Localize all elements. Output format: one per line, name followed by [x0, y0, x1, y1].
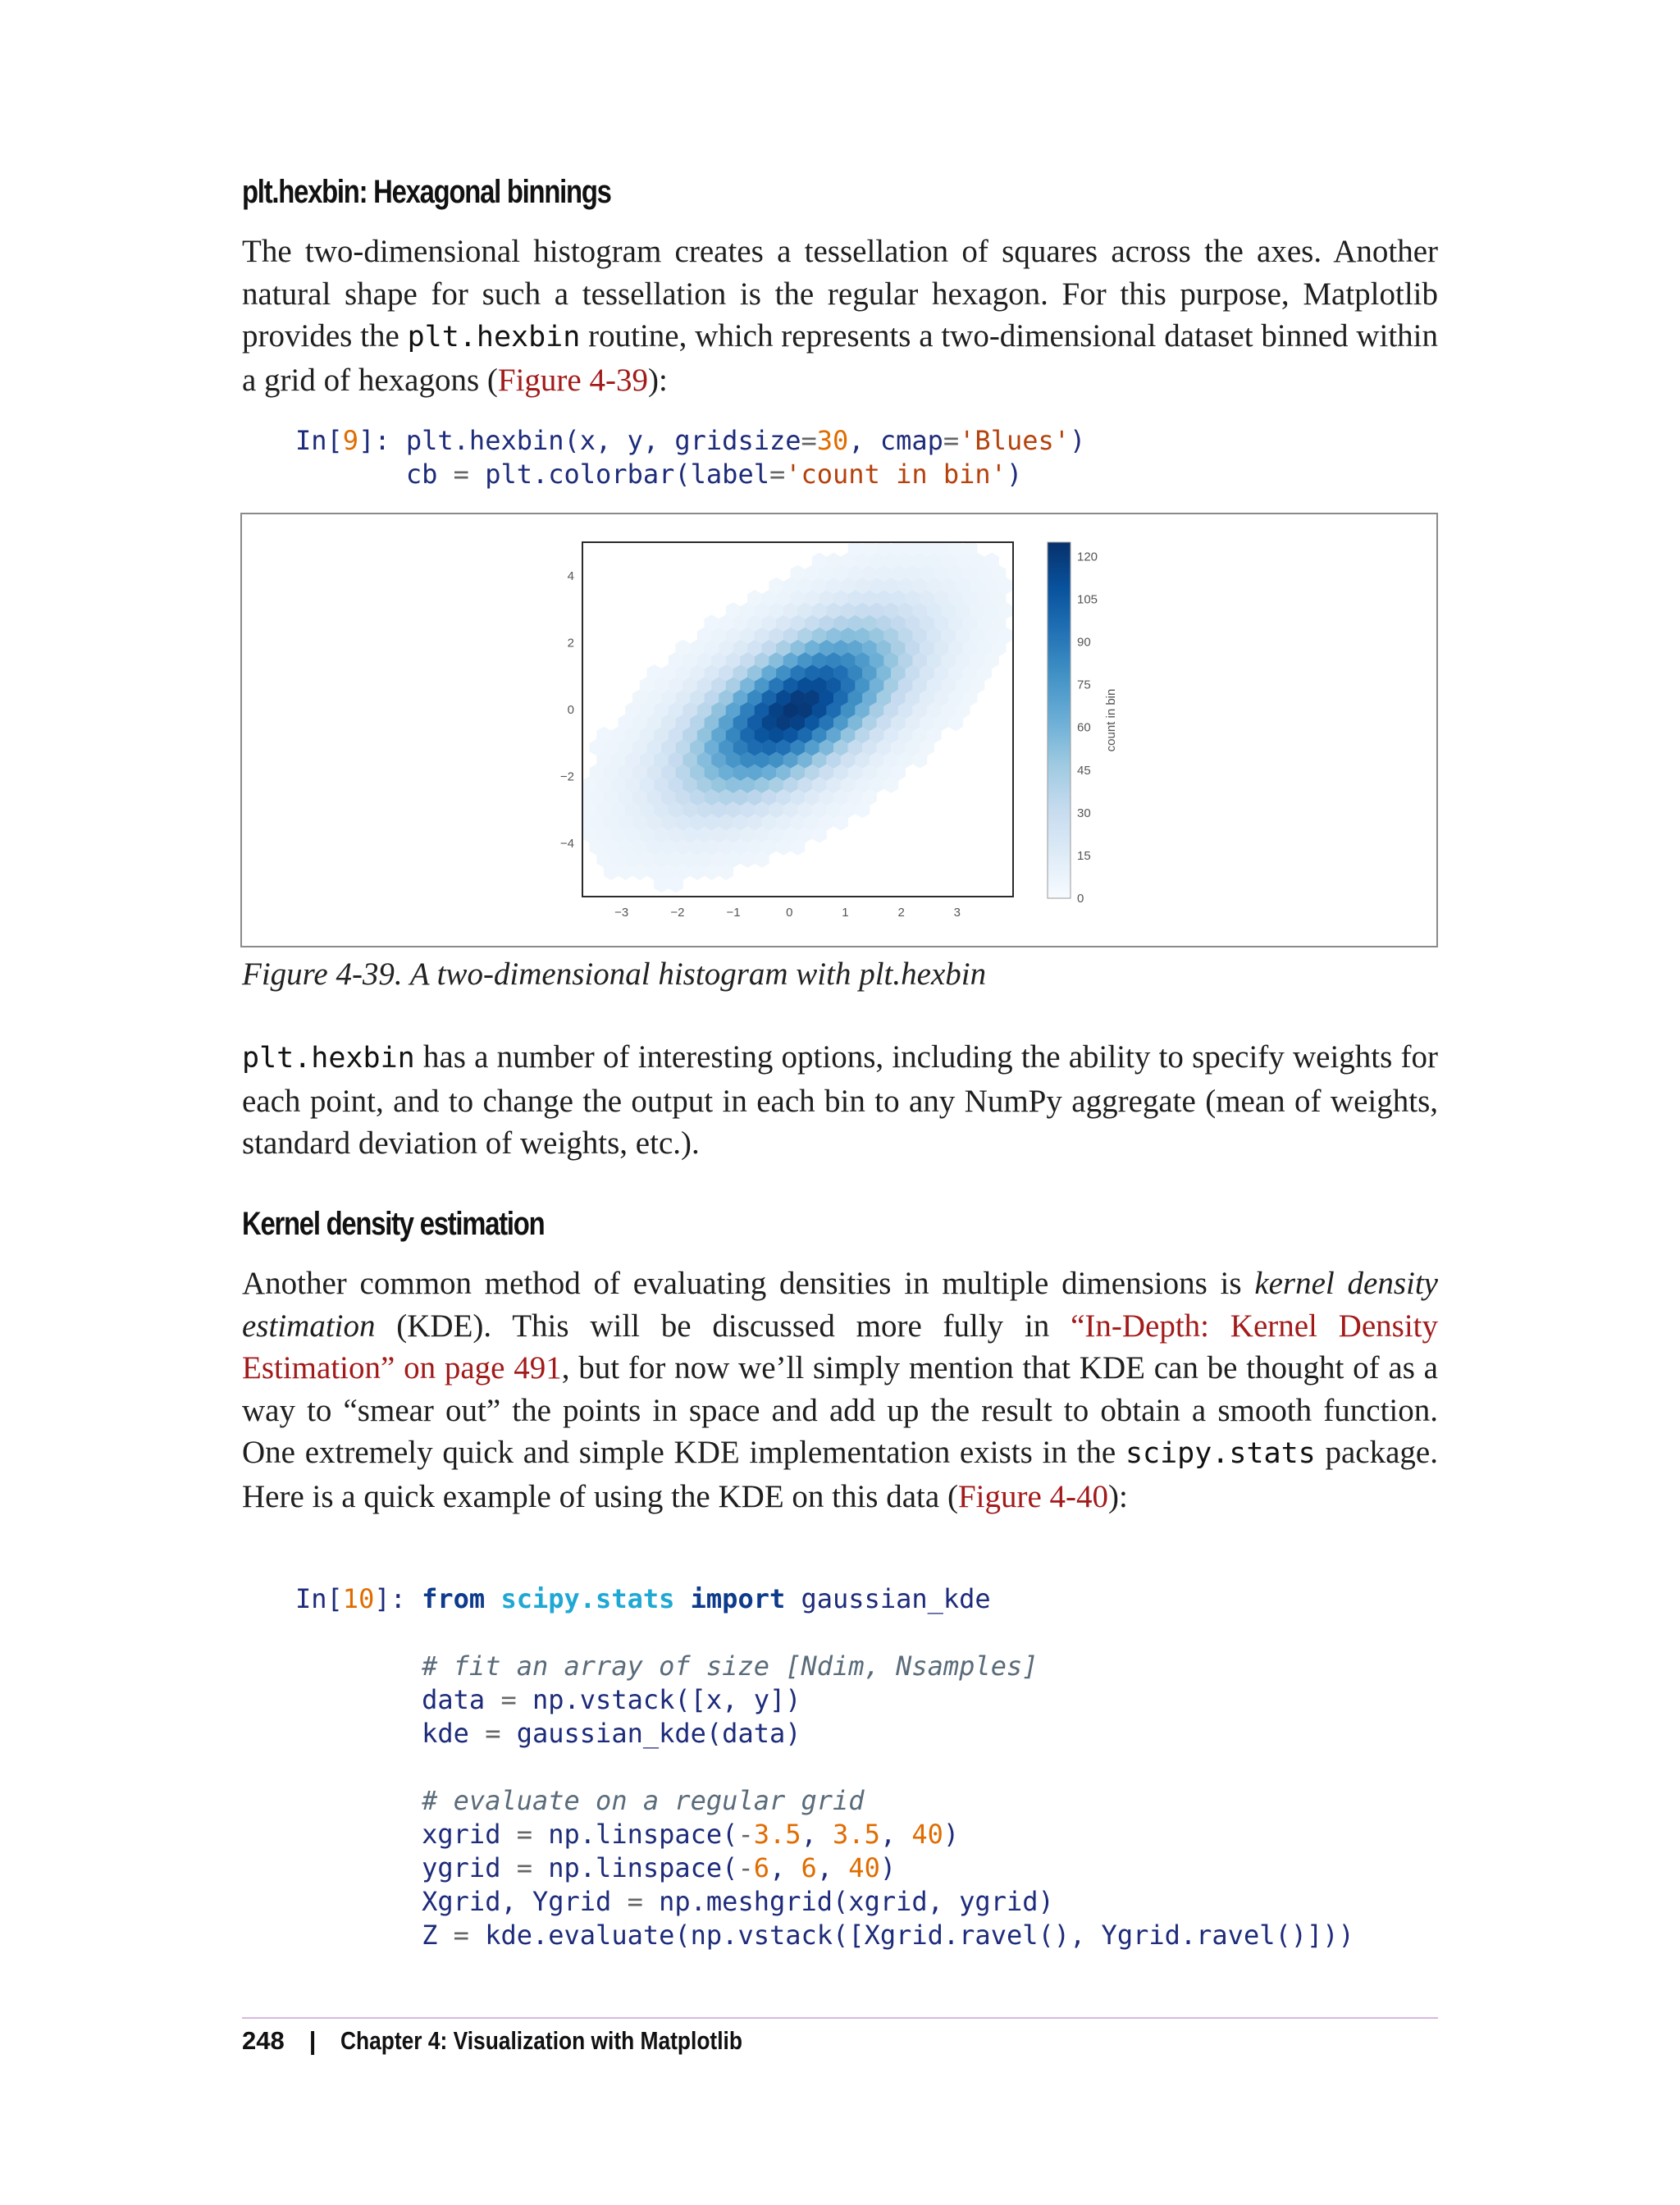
code-token: Xgrid, Ygrid — [295, 1886, 628, 1917]
colorbar-tick-label: 30 — [1077, 806, 1091, 820]
code-token: gaussian_kde(data) — [500, 1718, 801, 1749]
code-token: ) — [1006, 459, 1023, 490]
code-line — [295, 1616, 1354, 1650]
code-line — [295, 1784, 1354, 1818]
text-run: package. Here is a quick example of using the KDE on this data ( — [242, 1435, 1438, 1514]
code-token: , — [816, 1852, 849, 1883]
code-token: = — [801, 425, 817, 456]
code-line — [295, 424, 1085, 458]
inline-code: plt.hexbin — [407, 321, 581, 354]
colorbar-tick-label: 60 — [1077, 720, 1091, 735]
code-token: , — [769, 1852, 801, 1883]
code-token: # evaluate on a regular grid — [422, 1785, 865, 1816]
text-run: (KDE). This will be discussed more fully in — [375, 1308, 1071, 1344]
colorbar-tick-label: 0 — [1077, 892, 1084, 906]
code-line — [295, 1582, 1354, 1616]
code-token: Z — [295, 1920, 454, 1951]
x-tick-label: 1 — [842, 906, 849, 920]
colorbar-label: count in bin — [1104, 688, 1118, 752]
code-token: 40 — [848, 1852, 880, 1883]
code-token: = — [453, 459, 469, 490]
code-line — [295, 1751, 1354, 1784]
colorbar-tick-label: 45 — [1077, 763, 1091, 778]
code-token: data — [295, 1684, 501, 1715]
footer-rule — [242, 2017, 1438, 2019]
code-token: from — [422, 1583, 486, 1614]
text-run: Another common method of evaluating densities in multiple dimensions is — [242, 1266, 1255, 1301]
section-heading-hexbin: plt.hexbin: Hexagonal binnings — [242, 174, 611, 210]
y-tick-label: 0 — [567, 702, 574, 717]
x-tick-label: −1 — [726, 906, 741, 920]
code-token: = — [516, 1819, 532, 1850]
text-run: , but for now we’ll simply mention that KDE can be thought of as a way to “smear out” the points in space and add up the result to obtain a smooth function. One extremely quick and simple KDE implementation exists in the — [242, 1350, 1438, 1470]
code-token: = — [943, 425, 960, 456]
code-token: - — [737, 1819, 754, 1850]
page-footer — [242, 2026, 814, 2056]
inline-code: scipy.stats — [1125, 1437, 1316, 1470]
cross-reference-link[interactable]: Figure 4-40 — [957, 1478, 1108, 1514]
text-run: ): — [647, 362, 668, 398]
x-tick-label: −3 — [614, 906, 629, 920]
colorbar-tick-label: 105 — [1077, 592, 1098, 607]
code-line — [295, 1851, 1354, 1885]
code-token: xgrid — [295, 1819, 517, 1850]
y-tick-label: 4 — [567, 568, 574, 583]
colorbar-tick-label: 75 — [1077, 678, 1091, 692]
code-token: = — [769, 459, 786, 490]
kde-intro-paragraph — [242, 1262, 1438, 1518]
code-token: kde — [295, 1718, 486, 1749]
code-line — [295, 1885, 1354, 1919]
y-tick-label: −4 — [559, 836, 574, 851]
y-tick-label: 2 — [567, 636, 574, 651]
colorbar-tick-label: 120 — [1077, 550, 1098, 564]
code-token: 3.5 — [833, 1819, 880, 1850]
code-line — [295, 458, 1085, 491]
code-token: ) — [943, 1819, 960, 1850]
code-cell-in9 — [295, 424, 1085, 491]
code-token: np.meshgrid(xgrid, ygrid) — [642, 1886, 1054, 1917]
text-run: has a number of interesting options, including the ability to specify weights for each point, and to change the output in each bin to any NumPy aggregate (mean of weights, standard deviation of weights, etc.). — [242, 1039, 1438, 1161]
code-token: = — [627, 1886, 643, 1917]
code-line — [295, 1683, 1354, 1717]
code-token: kde.evaluate(np.vstack([Xgrid.ravel(), Ygrid.ravel()])) — [468, 1920, 1354, 1951]
code-token: import — [690, 1583, 786, 1614]
code-token: , cmap — [848, 425, 943, 456]
code-token: plt.colorbar(label — [468, 459, 769, 490]
code-token: # fit an array of size [Ndim, Nsamples] — [422, 1650, 1039, 1682]
text-run: routine, which represents a two-dimensional dataset binned within a grid of hexagons ( — [242, 318, 1438, 398]
code-token: ygrid — [295, 1852, 517, 1883]
code-line — [295, 1650, 1354, 1683]
code-token: In[ — [295, 1583, 343, 1614]
code-token: ]: — [374, 1583, 422, 1614]
code-token: 10 — [342, 1583, 375, 1614]
x-tick-label: 3 — [953, 906, 961, 920]
text-run: kernel density estimation — [242, 1266, 1438, 1344]
code-token: plt.hexbin(x, y, gridsize — [405, 425, 801, 456]
code-token — [674, 1583, 690, 1614]
code-token: 6 — [801, 1852, 817, 1883]
footer-separator: | — [308, 2026, 317, 2055]
code-token — [295, 1650, 422, 1682]
code-token: ) — [1070, 425, 1086, 456]
code-token: 6 — [753, 1852, 769, 1883]
code-token: = — [485, 1718, 501, 1749]
code-token: ]: — [358, 425, 406, 456]
hexbin-options-paragraph — [242, 1036, 1438, 1165]
code-token: = — [453, 1920, 469, 1951]
code-token: - — [737, 1852, 754, 1883]
x-tick-label: −2 — [670, 906, 685, 920]
code-token: = — [516, 1852, 532, 1883]
text-run: ): — [1108, 1478, 1128, 1514]
cross-reference-link[interactable]: Figure 4-39 — [497, 362, 648, 398]
code-token: np.vstack([x, y]) — [516, 1684, 801, 1715]
x-tick-label: 2 — [897, 906, 905, 920]
code-token: 3.5 — [753, 1819, 801, 1850]
code-token: scipy.stats — [500, 1583, 675, 1614]
code-token: 'Blues' — [959, 425, 1071, 456]
code-token — [485, 1583, 500, 1614]
y-tick-label: −2 — [559, 769, 574, 784]
code-token: In[ — [295, 425, 343, 456]
code-token: 'count in bin' — [785, 459, 1007, 490]
x-tick-label: 0 — [786, 906, 793, 920]
code-token: ) — [879, 1852, 897, 1883]
code-line — [295, 1919, 1354, 1952]
code-token: 40 — [911, 1819, 943, 1850]
page-number: 248 — [242, 2026, 285, 2055]
figure-4-39-frame — [240, 513, 1438, 947]
code-token: , — [879, 1819, 912, 1850]
code-token: = — [500, 1684, 517, 1715]
code-token: 30 — [816, 425, 849, 456]
text-run: The two-dimensional histogram creates a tessellation of squares across the axes. Another natural shape for such a tessellation is the regular hexagon. For this purpose, Matplotlib provides the — [242, 234, 1438, 354]
code-token — [295, 1785, 422, 1816]
colorbar-tick-label: 15 — [1077, 848, 1091, 863]
code-line — [295, 1717, 1354, 1751]
colorbar — [1048, 542, 1071, 898]
code-cell-in10 — [295, 1582, 1354, 1952]
hexbin-intro-paragraph — [242, 231, 1438, 401]
code-token: , — [801, 1819, 833, 1850]
code-token: cb — [295, 459, 454, 490]
colorbar-tick-label: 90 — [1077, 635, 1091, 650]
section-heading-kde: Kernel density estimation — [242, 1206, 545, 1242]
code-line — [295, 1818, 1354, 1851]
code-token: gaussian_kde — [785, 1583, 991, 1614]
figure-caption: Figure 4-39. A two-dimensional histogram with plt.hexbin — [242, 956, 987, 992]
code-token: np.linspace( — [532, 1819, 738, 1850]
inline-code: plt.hexbin — [242, 1042, 415, 1075]
hexbin-chart — [242, 514, 1436, 946]
code-token: np.linspace( — [532, 1852, 738, 1883]
cross-reference-link[interactable]: “In-Depth: Kernel Density Estimation” on page 491 — [242, 1308, 1438, 1386]
code-token: 9 — [342, 425, 359, 456]
chapter-title: Chapter 4: Visualization with Matplotlib — [340, 2026, 743, 2055]
